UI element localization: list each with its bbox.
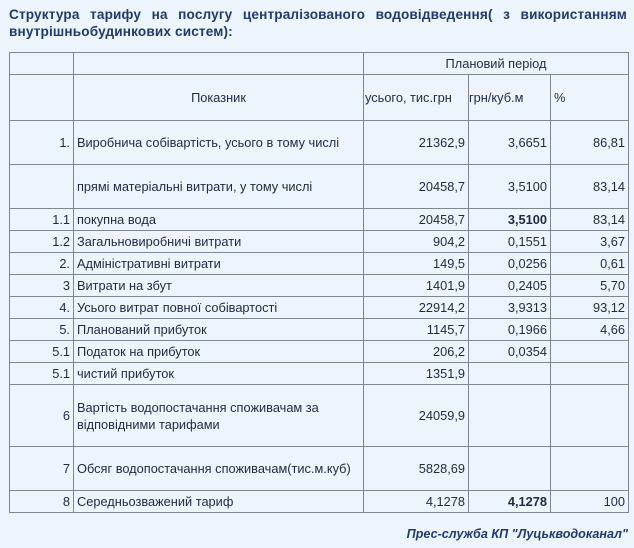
row-number: 5.1 <box>10 341 74 363</box>
table-row <box>10 319 629 341</box>
row-percent <box>551 447 629 491</box>
row-per-m3: 3,9313 <box>469 297 551 319</box>
row-per-m3: 3,6651 <box>469 121 551 165</box>
row-per-m3: 0,1966 <box>469 319 551 341</box>
row-indicator: прямі матеріальні витрати, у тому числі <box>74 165 364 209</box>
row-total: 20458,7 <box>364 209 469 231</box>
row-number: 5. <box>10 319 74 341</box>
table-row <box>10 385 629 447</box>
row-number: 1.2 <box>10 231 74 253</box>
row-number: 6 <box>10 385 74 447</box>
row-number: 7 <box>10 447 74 491</box>
row-indicator: чистий прибуток <box>74 363 364 385</box>
row-percent <box>551 363 629 385</box>
table-row <box>10 341 629 363</box>
row-percent: 3,67 <box>551 231 629 253</box>
header-total: усього, тис.грн <box>364 75 469 121</box>
row-number: 1. <box>10 121 74 165</box>
row-indicator: Усього витрат повної собівартості <box>74 297 364 319</box>
row-percent: 83,14 <box>551 165 629 209</box>
row-per-m3 <box>469 385 551 447</box>
row-indicator: Обсяг водопостачання споживачам(тис.м.куб) <box>74 447 364 491</box>
table-row <box>10 275 629 297</box>
row-total: 22914,2 <box>364 297 469 319</box>
table-body <box>10 121 629 513</box>
row-per-m3: 4,1278 <box>469 491 551 513</box>
header-num-cell <box>10 75 74 121</box>
table-row <box>10 491 629 513</box>
press-service-credit: Прес-служба КП "Луцькводоканал" <box>406 527 628 541</box>
table-row <box>10 121 629 165</box>
header-planned-period: Плановий період <box>364 53 629 75</box>
row-number: 2. <box>10 253 74 275</box>
row-number <box>10 165 74 209</box>
table-row <box>10 165 629 209</box>
row-total: 1401,9 <box>364 275 469 297</box>
row-indicator: покупна вода <box>74 209 364 231</box>
row-number: 4. <box>10 297 74 319</box>
header-row-columns <box>10 75 629 121</box>
row-percent: 4,66 <box>551 319 629 341</box>
row-percent: 5,70 <box>551 275 629 297</box>
row-total: 5828,69 <box>364 447 469 491</box>
row-per-m3: 0,0354 <box>469 341 551 363</box>
header-blank-num <box>10 53 74 75</box>
row-indicator: Витрати на збут <box>74 275 364 297</box>
row-indicator: Податок на прибуток <box>74 341 364 363</box>
document-title: Структура тарифу на послугу централізованого водовідведення( з використанням внутрішньобудинкових систем): <box>9 7 627 39</box>
table-row <box>10 363 629 385</box>
row-percent: 93,12 <box>551 297 629 319</box>
row-total: 1351,9 <box>364 363 469 385</box>
table-row <box>10 231 629 253</box>
row-percent <box>551 341 629 363</box>
table-row <box>10 447 629 491</box>
header-percent: % <box>551 75 629 121</box>
header-per-m3: грн/куб.м <box>469 75 551 121</box>
row-indicator: Виробнича собівартість, усього в тому числі <box>74 121 364 165</box>
tariff-structure-table <box>9 52 629 513</box>
row-percent <box>551 385 629 447</box>
row-number: 5.1 <box>10 363 74 385</box>
row-per-m3: 0,0256 <box>469 253 551 275</box>
row-number: 8 <box>10 491 74 513</box>
row-total: 206,2 <box>364 341 469 363</box>
row-indicator: Планований прибуток <box>74 319 364 341</box>
row-total: 904,2 <box>364 231 469 253</box>
row-per-m3: 0,2405 <box>469 275 551 297</box>
header-indicator: Показник <box>74 75 364 121</box>
table-row <box>10 297 629 319</box>
row-percent: 100 <box>551 491 629 513</box>
row-indicator: Адміністративні витрати <box>74 253 364 275</box>
row-per-m3 <box>469 363 551 385</box>
header-row-period <box>10 53 629 75</box>
row-total: 24059,9 <box>364 385 469 447</box>
row-total: 20458,7 <box>364 165 469 209</box>
row-per-m3: 3,5100 <box>469 165 551 209</box>
row-percent: 0,61 <box>551 253 629 275</box>
row-number: 1.1 <box>10 209 74 231</box>
row-total: 149,5 <box>364 253 469 275</box>
row-per-m3: 3,5100 <box>469 209 551 231</box>
row-indicator: Середньозважений тариф <box>74 491 364 513</box>
row-indicator: Вартість водопостачання споживачам за відповідними тарифами <box>74 385 364 447</box>
row-percent: 83,14 <box>551 209 629 231</box>
table-row <box>10 209 629 231</box>
row-total: 21362,9 <box>364 121 469 165</box>
row-per-m3: 0,1551 <box>469 231 551 253</box>
row-number: 3 <box>10 275 74 297</box>
table-row <box>10 253 629 275</box>
row-per-m3 <box>469 447 551 491</box>
row-total: 1145,7 <box>364 319 469 341</box>
header-blank-name <box>74 53 364 75</box>
row-total: 4,1278 <box>364 491 469 513</box>
row-percent: 86,81 <box>551 121 629 165</box>
row-indicator: Загальновиробничі витрати <box>74 231 364 253</box>
